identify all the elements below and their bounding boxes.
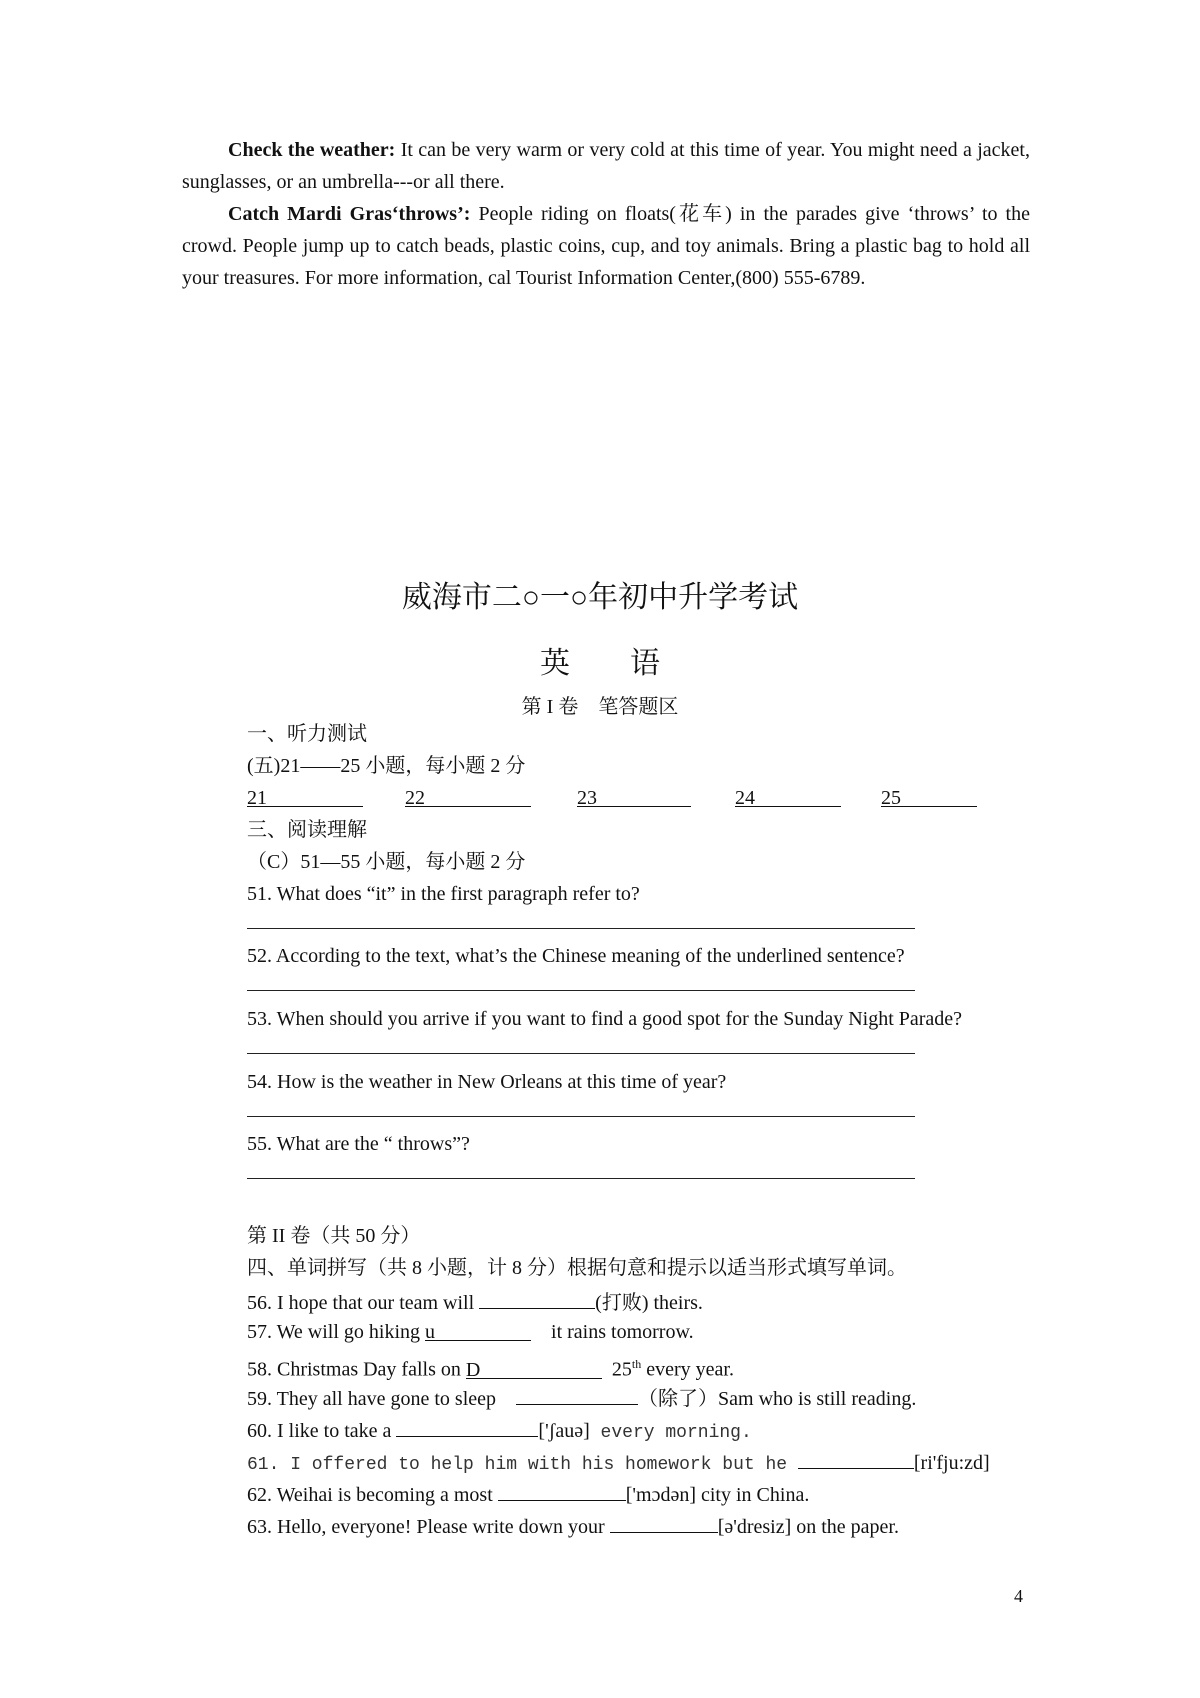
reading-heading: 三、阅读理解 <box>247 819 367 841</box>
question-60: 60. I like to take a ['ʃauə] every morning. <box>247 1416 752 1445</box>
answer-blank-58[interactable]: D <box>466 1358 602 1379</box>
answer-line-53[interactable] <box>247 1053 915 1054</box>
paragraph-throws <box>182 198 1030 294</box>
answer-blank-61[interactable] <box>798 1448 914 1469</box>
question-51: 51. What does “it” in the first paragraph refer to? <box>247 883 640 905</box>
question-57: 57. We will go hiking u it rains tomorrow. <box>247 1321 694 1343</box>
part1-heading: 第 I 卷 笔答题区 <box>521 696 679 718</box>
paragraph-weather <box>182 134 1030 198</box>
question-58: 58. Christmas Day falls on D 25th every year. <box>247 1357 734 1381</box>
part2-instructions: 四、单词拼写（共 8 小题，计 8 分）根据句意和提示以适当形式填写单词。 <box>247 1257 907 1279</box>
answer-line-52[interactable] <box>247 990 915 991</box>
question-56: 56. I hope that our team will (打败) theirs. <box>247 1288 703 1315</box>
answer-blank-60[interactable] <box>396 1416 538 1437</box>
answer-line-51[interactable] <box>247 928 915 929</box>
answer-blank-63[interactable] <box>610 1512 718 1533</box>
listening-answer-row: 21 22 23 24 25 <box>247 786 1007 810</box>
question-55: 55. What are the “ throws”? <box>247 1133 470 1155</box>
exam-title: 威海市二○一○年初中升学考试 <box>401 581 799 614</box>
listening-heading: 一、听力测试 <box>247 723 367 745</box>
weather-heading: Check the weather: <box>228 139 396 161</box>
question-54: 54. How is the weather in New Orleans at this time of year? <box>247 1071 727 1093</box>
question-62: 62. Weihai is becoming a most ['mɔdən] city in China. <box>247 1480 809 1507</box>
exam-subject: 英 语 <box>540 647 660 680</box>
answer-blank-57[interactable]: u <box>425 1320 531 1341</box>
throws-heading: Catch Mardi Gras‘throws’: <box>228 203 471 225</box>
question-59: 59. They all have gone to sleep （除了）Sam who is still reading. <box>247 1384 916 1411</box>
question-53: 53. When should you arrive if you want to find a good spot for the Sunday Night Parade? <box>247 1008 963 1030</box>
question-63: 63. Hello, everyone! Please write down your [ə'dresiz] on the paper. <box>247 1512 899 1539</box>
question-61: 61. I offered to help him with his homework but he [ri'fju:zd] <box>247 1448 990 1477</box>
answer-line-54[interactable] <box>247 1116 915 1117</box>
answer-line-55[interactable] <box>247 1178 915 1179</box>
answer-blank-59[interactable] <box>516 1384 638 1405</box>
answer-blank-56[interactable] <box>479 1288 595 1309</box>
question-52: 52. According to the text, what’s the Chinese meaning of the underlined sentence? <box>247 945 905 967</box>
listening-sub: (五)21——25 小题，每小题 2 分 <box>247 755 526 777</box>
part2-heading: 第 II 卷（共 50 分） <box>247 1225 421 1247</box>
page-number: 4 <box>1014 1586 1023 1606</box>
answer-blank-62[interactable] <box>498 1480 626 1501</box>
throws-text: People riding on floats(花车) in the parades give ‘throws’ to the crowd. People jump up to catch beads, plastic coins, cup, and toy animals. Bring a plastic bag to hold all your treasures. For more information, cal Tourist Information Center,(800) 555-6789. <box>182 203 1030 289</box>
weather-text: It can be very warm or very cold at this time of year. You might need a jacket, sunglasses, or an umbrella---or all there. <box>182 139 1030 193</box>
reading-sub: （C）51—55 小题，每小题 2 分 <box>247 851 526 873</box>
